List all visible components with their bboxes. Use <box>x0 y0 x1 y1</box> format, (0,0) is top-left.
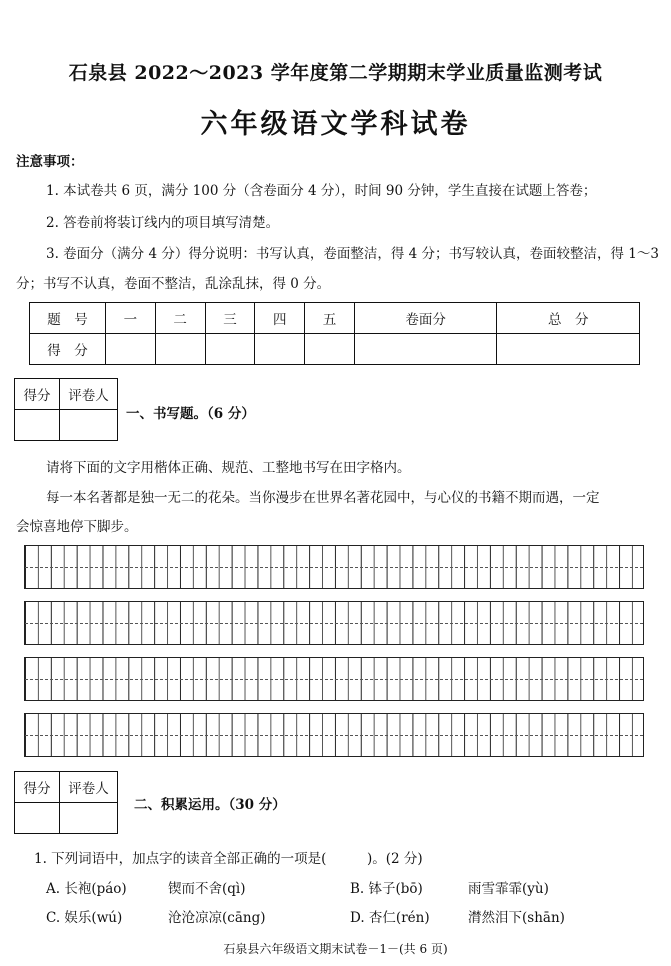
writing-grid-row-3[interactable] <box>24 657 644 701</box>
writing-grid-row-2[interactable] <box>24 601 644 645</box>
note-item-3-cont: 分；书写不认真，卷面不整洁，乱涂乱抹，得 0 分。 <box>16 276 331 292</box>
option-b-word2: 雨雪霏霏(yù) <box>468 881 549 897</box>
passage-line-1: 每一本名著都是独一无二的花朵。当你漫步在世界名著花园中，与心仪的书籍不期而遇，一定 <box>46 490 600 506</box>
note-item-3: 3. 卷面分（满分 4 分）得分说明：书写认真，卷面整洁，得 4 分；书写较认真，卷面较整洁，得 1～3 <box>46 246 659 262</box>
note-item-2: 2. 答卷前将装订线内的项目填写清楚。 <box>46 215 280 231</box>
grader-box-1 <box>14 378 118 441</box>
grader-box-2 <box>14 771 118 834</box>
grader-reviewer-label: 评卷人 <box>60 379 118 410</box>
grader-reviewer-label: 评卷人 <box>60 772 118 803</box>
section1-instruction: 请将下面的文字用楷体正确、规范、工整地书写在田字格内。 <box>46 460 411 476</box>
score-header-1: 一 <box>106 303 156 334</box>
note-item-1: 1. 本试卷共 6 页，满分 100 分（含卷面分 4 分），时间 90 分钟，学生直接在试题上答卷； <box>46 183 597 199</box>
page-footer: 石泉县六年级语文期末试卷－1－(共 6 页) <box>223 942 448 956</box>
section2-title: 二、积累运用。（30 分） <box>134 797 286 813</box>
score-cell[interactable] <box>106 334 156 365</box>
option-d: D. 杏仁(rén) <box>350 910 430 926</box>
grader-score-cell[interactable] <box>15 410 60 441</box>
grader-reviewer-cell[interactable] <box>60 410 118 441</box>
option-c-word2: 沧沧凉凉(cāng) <box>168 910 266 926</box>
score-cell[interactable] <box>205 334 255 365</box>
score-header-label: 题 号 <box>30 303 106 334</box>
writing-grid-row-4[interactable] <box>24 713 644 757</box>
score-cell[interactable] <box>497 334 640 365</box>
score-header-4: 四 <box>255 303 305 334</box>
score-header-3: 三 <box>205 303 255 334</box>
grader-reviewer-cell[interactable] <box>60 803 118 834</box>
option-b: B. 钵子(bō) <box>350 881 423 897</box>
exam-title: 石泉县 2022～2023 学年度第二学期期末学业质量监测考试 <box>68 62 603 84</box>
option-a-word2: 锲而不舍(qì) <box>168 881 246 897</box>
question-1: 1. 下列词语中，加点字的读音全部正确的一项是( )。(2 分) <box>34 851 423 867</box>
exam-subtitle: 六年级语文学科试卷 <box>200 109 471 140</box>
option-d-word2: 潸然泪下(shān) <box>468 910 565 926</box>
passage-line-2: 会惊喜地停下脚步。 <box>16 519 138 535</box>
score-cell[interactable] <box>255 334 305 365</box>
section1-title: 一、书写题。（6 分） <box>126 406 255 422</box>
grader-score-label: 得分 <box>15 379 60 410</box>
score-table <box>29 302 640 365</box>
writing-grid-row-1[interactable] <box>24 545 644 589</box>
score-header-handwriting: 卷面分 <box>354 303 497 334</box>
option-c: C. 娱乐(wú) <box>46 910 123 926</box>
grader-score-cell[interactable] <box>15 803 60 834</box>
score-cell[interactable] <box>354 334 497 365</box>
score-row-label: 得 分 <box>30 334 106 365</box>
grader-score-label: 得分 <box>15 772 60 803</box>
score-header-2: 二 <box>155 303 205 334</box>
notes-heading: 注意事项： <box>16 154 84 170</box>
score-header-total: 总 分 <box>497 303 640 334</box>
score-header-5: 五 <box>305 303 355 334</box>
option-a: A. 长袍(páo) <box>46 881 127 897</box>
score-cell[interactable] <box>155 334 205 365</box>
score-cell[interactable] <box>305 334 355 365</box>
